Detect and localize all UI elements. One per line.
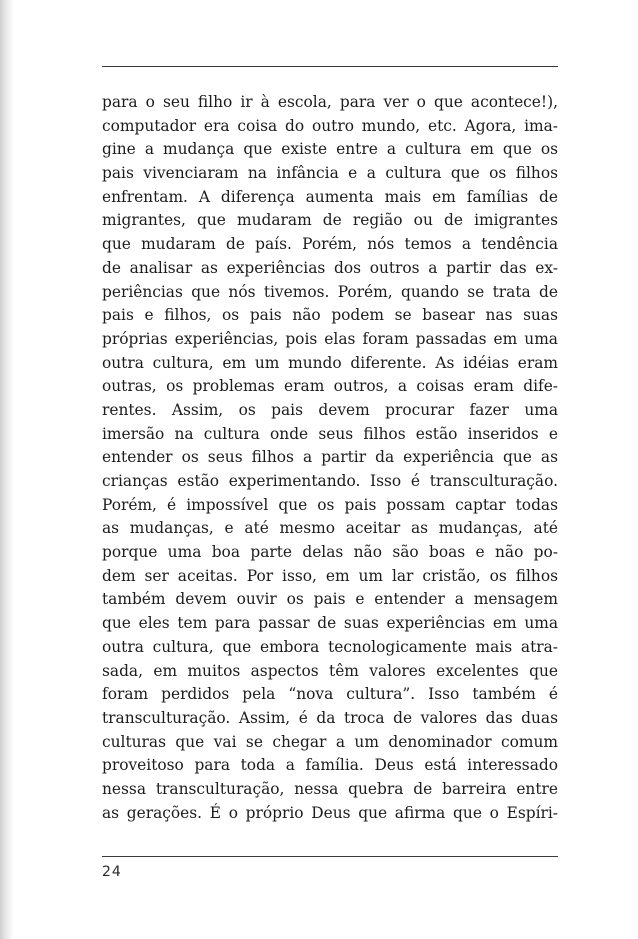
text-line: as mudanças, e até mesmo aceitar as mudanças, até [102, 519, 558, 538]
text-line: periências que nós tivemos. Porém, quando se trata de [102, 282, 558, 301]
text-line: de analisar as experiências dos outros a partir das ex- [102, 258, 558, 277]
header-rule [102, 66, 558, 67]
footer-rule [102, 856, 558, 857]
text-line: outra cultura, em um mundo diferente. As idéias eram [102, 353, 558, 372]
page-number: 24 [102, 864, 122, 880]
text-line: migrantes, que mudaram de região ou de imigrantes [102, 211, 558, 230]
text-line: gine a mudança que existe entre a cultura em que os [102, 140, 558, 159]
text-line: rentes. Assim, os pais devem procurar fazer uma [102, 400, 558, 419]
text-line: imersão na cultura onde seus filhos estão inseridos e [102, 424, 558, 443]
text-line: enfrentam. A diferença aumenta mais em famílias de [102, 187, 558, 206]
text-line: que mudaram de país. Porém, nós temos a tendência [102, 235, 558, 254]
body-paragraph [102, 91, 558, 825]
text-line: nessa transculturação, nessa quebra de barreira entre [102, 779, 558, 798]
text-line: Porém, é impossível que os pais possam captar todas [102, 495, 558, 514]
text-line: as gerações. É o próprio Deus que afirma que o Espíri- [102, 803, 558, 822]
text-line: outras, os problemas eram outros, a coisas eram dife- [102, 377, 558, 396]
page-binding-shadow [0, 0, 14, 939]
text-line: entender os seus filhos a partir da experiência que as [102, 448, 558, 467]
text-line: que eles tem para passar de suas experiências em uma [102, 614, 558, 633]
text-line: pais vivenciaram na infância e a cultura que os filhos [102, 164, 558, 183]
text-line: para o seu filho ir à escola, para ver o que acontece!), [102, 93, 558, 111]
text-line: culturas que vai se chegar a um denominador comum [102, 732, 558, 751]
text-line: crianças estão experimentando. Isso é transculturação. [102, 472, 558, 490]
text-line: dem ser aceitas. Por isso, em um lar cristão, os filhos [102, 566, 558, 585]
text-line: computador era coisa do outro mundo, etc. Agora, ima- [102, 116, 558, 135]
text-line: também devem ouvir os pais e entender a mensagem [102, 590, 558, 609]
text-line: foram perdidos pela “nova cultura”. Isso também é [102, 685, 558, 704]
text-line: pais e filhos, os pais não podem se basear nas suas [102, 306, 558, 325]
text-line: transculturação. Assim, é da troca de valores das duas [102, 708, 558, 727]
text-line: porque uma boa parte delas não são boas e não po- [102, 543, 558, 562]
text-line: sada, em muitos aspectos têm valores excelentes que [102, 661, 558, 680]
text-line: proveitoso para toda a família. Deus está interessado [102, 756, 558, 775]
text-line: próprias experiências, pois elas foram passadas em uma [102, 329, 558, 348]
text-line: outra cultura, que embora tecnologicamente mais atra- [102, 637, 558, 656]
